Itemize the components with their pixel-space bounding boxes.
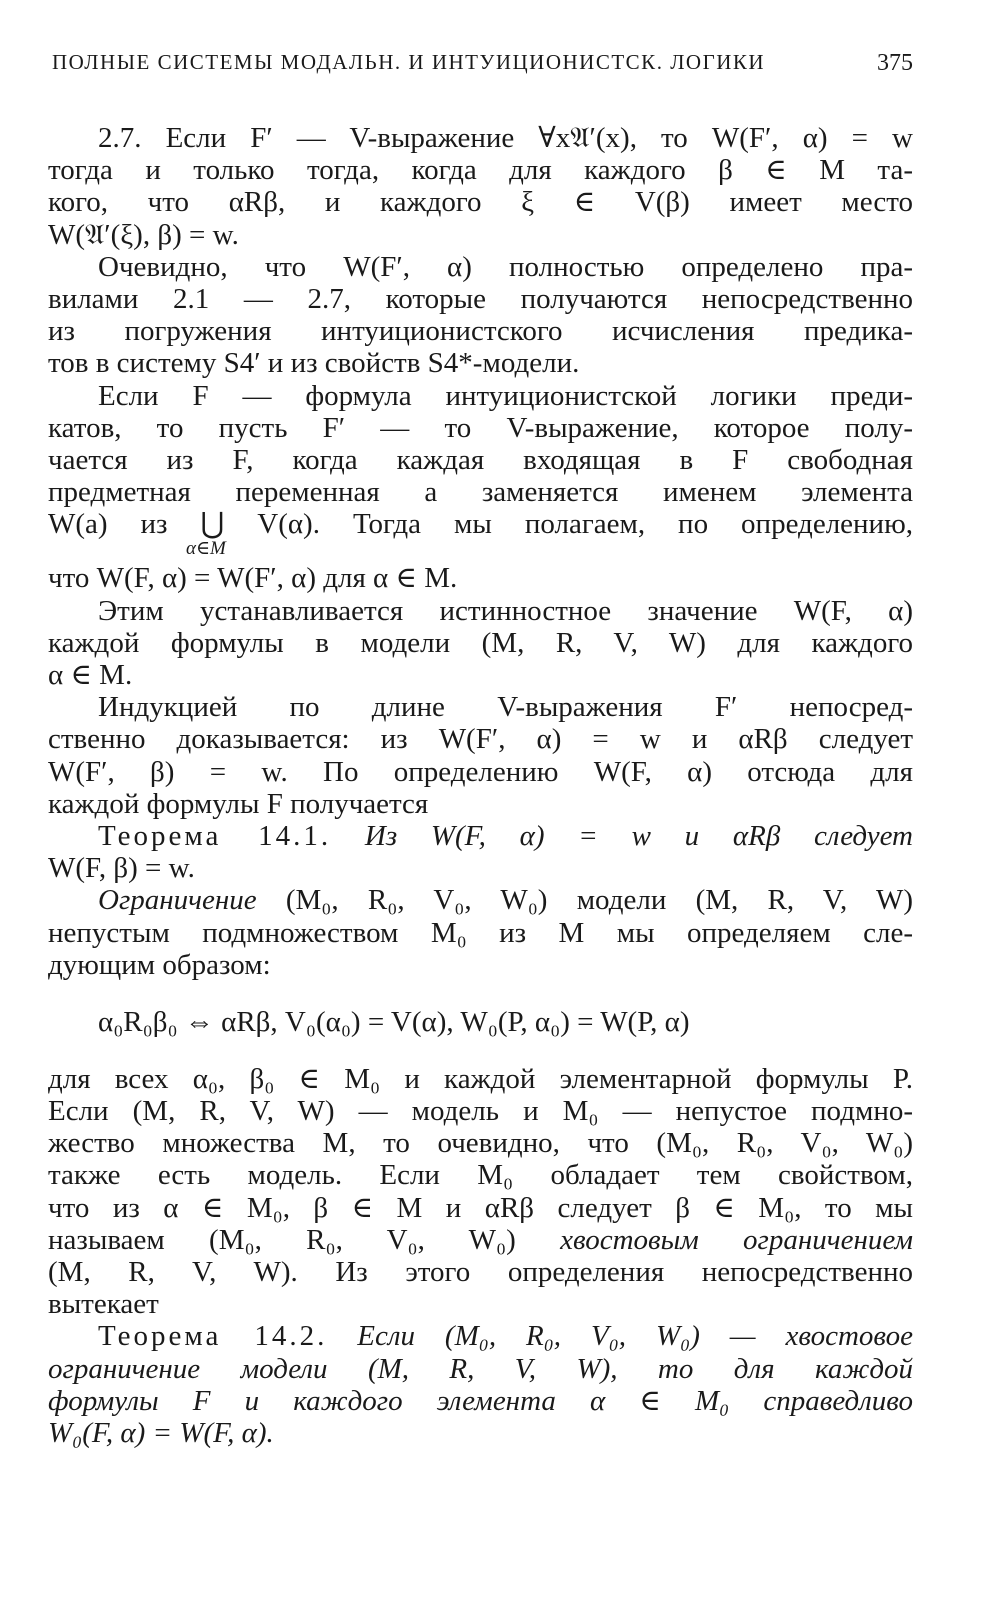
text-line: 2.7. Если F′ — V-выражение ∀x𝔄′(x), то W(F′, α) = w: [98, 122, 913, 154]
running-title: ПОЛНЫЕ СИСТЕМЫ МОДАЛЬН. И ИНТУИЦИОНИСТСК. ЛОГИКИ: [52, 50, 766, 74]
definition-text: (M₀, R₀, V₀, W₀) модели (M, R, V, W): [285, 884, 914, 917]
page-body: [48, 122, 913, 1449]
text-line: непустым подмножеством M₀ из M мы определяем сле-: [48, 916, 913, 949]
text-line: Этим устанавливается истинностное значение W(F, α): [98, 594, 913, 627]
theorem-statement: Если (M₀, R₀, V₀, W₀) — хвостовое: [357, 1320, 914, 1353]
text-line: ограничение модели (M, R, V, W), то для каждой: [48, 1352, 913, 1385]
text-line: Индукцией по длине V-выражения F′ непосред-: [98, 691, 913, 724]
text-line: кого, что αRβ, и каждого ξ ∈ V(β) имеет место: [48, 186, 913, 219]
text-line: формулы F и каждого элемента α ∈ M₀ справедливо: [48, 1384, 913, 1417]
text-line: каждой формулы в модели (M, R, V, W) для каждого: [48, 626, 913, 659]
definition-text: называем (M₀, R₀, V₀, W₀): [48, 1223, 516, 1256]
text-line: тов в систему S4′ и из свойств S4*-модели.: [48, 347, 580, 380]
text-line: вытекает: [48, 1288, 159, 1321]
text-line: W(a) из ⋃ V(α). Тогда мы полагаем, по определению,: [48, 508, 913, 541]
text-line: ственно доказывается: из W(F′, α) = w и αRβ следует: [48, 723, 913, 756]
theorem-label: Теорема 14.2.: [98, 1320, 328, 1353]
text-line: из погружения интуиционистского исчисления предика-: [48, 315, 913, 348]
text-line: Если F — формула интуиционистской логики преди-: [98, 379, 913, 412]
text-line: W(F′, β) = w. По определению W(F, α) отсюда для: [48, 755, 913, 788]
text-line: вилами 2.1 — 2.7, которые получаются непосредственно: [48, 282, 913, 315]
running-header: [48, 50, 913, 86]
text-line: предметная переменная a заменяется именем элемента: [48, 476, 913, 509]
text-line: также есть модель. Если M₀ обладает тем свойством,: [48, 1159, 913, 1192]
text-line: Очевидно, что W(F′, α) полностью определено пра-: [98, 250, 913, 283]
text-line: W₀(F, α) = W(F, α).: [48, 1416, 274, 1449]
text-line: W(F, β) = w.: [48, 852, 195, 885]
text-line: W(𝔄′(ξ), β) = w.: [48, 218, 239, 251]
text-line: чается из F, когда каждая входящая в F свободная: [48, 443, 913, 476]
text-line: α ∈ M.: [48, 659, 133, 691]
text-line: Если (M, R, V, W) — модель и M₀ — непустое подмно-: [48, 1095, 913, 1128]
union-subscript: α∈M: [186, 538, 226, 560]
text-line: что из α ∈ M₀, β ∈ M и αRβ следует β ∈ M₀, то мы: [48, 1191, 913, 1224]
text-line: что W(F, α) = W(F′, α) для α ∈ M.: [48, 562, 458, 595]
text-line: для всех α₀, β₀ ∈ M₀ и каждой элементарной формулы P.: [48, 1062, 913, 1095]
text-line: тогда и только тогда, когда для каждого β ∈ M та-: [48, 154, 913, 187]
theorem-14-1-line: [48, 820, 913, 852]
theorem-label: Теорема 14.1.: [98, 819, 332, 852]
theorem-statement: Из W(F, α) = w и αRβ следует: [364, 819, 914, 852]
text-line: дующим образом:: [48, 948, 271, 981]
theorem-14-2-line: [48, 1320, 913, 1352]
definition-line: [48, 1224, 913, 1256]
text-line: катов, то пусть F′ — то V-выражение, которое полу-: [48, 411, 913, 444]
definition-line: [48, 884, 913, 916]
display-formula: α₀R₀β₀ ⇔ αRβ, V₀(α₀) = V(α), W₀(P, α₀) = W(P, α): [98, 1005, 690, 1038]
text-line: (M, R, V, W). Из этого определения непосредственно: [48, 1256, 913, 1288]
text-line: каждой формулы F получается: [48, 787, 429, 820]
text-line: жество множества M, то очевидно, что (M₀, R₀, V₀, W₀): [48, 1127, 913, 1160]
defined-term: Ограничение: [98, 884, 257, 917]
page-number: 375: [877, 50, 913, 76]
defined-term: хвостовым ограничением: [560, 1223, 913, 1256]
